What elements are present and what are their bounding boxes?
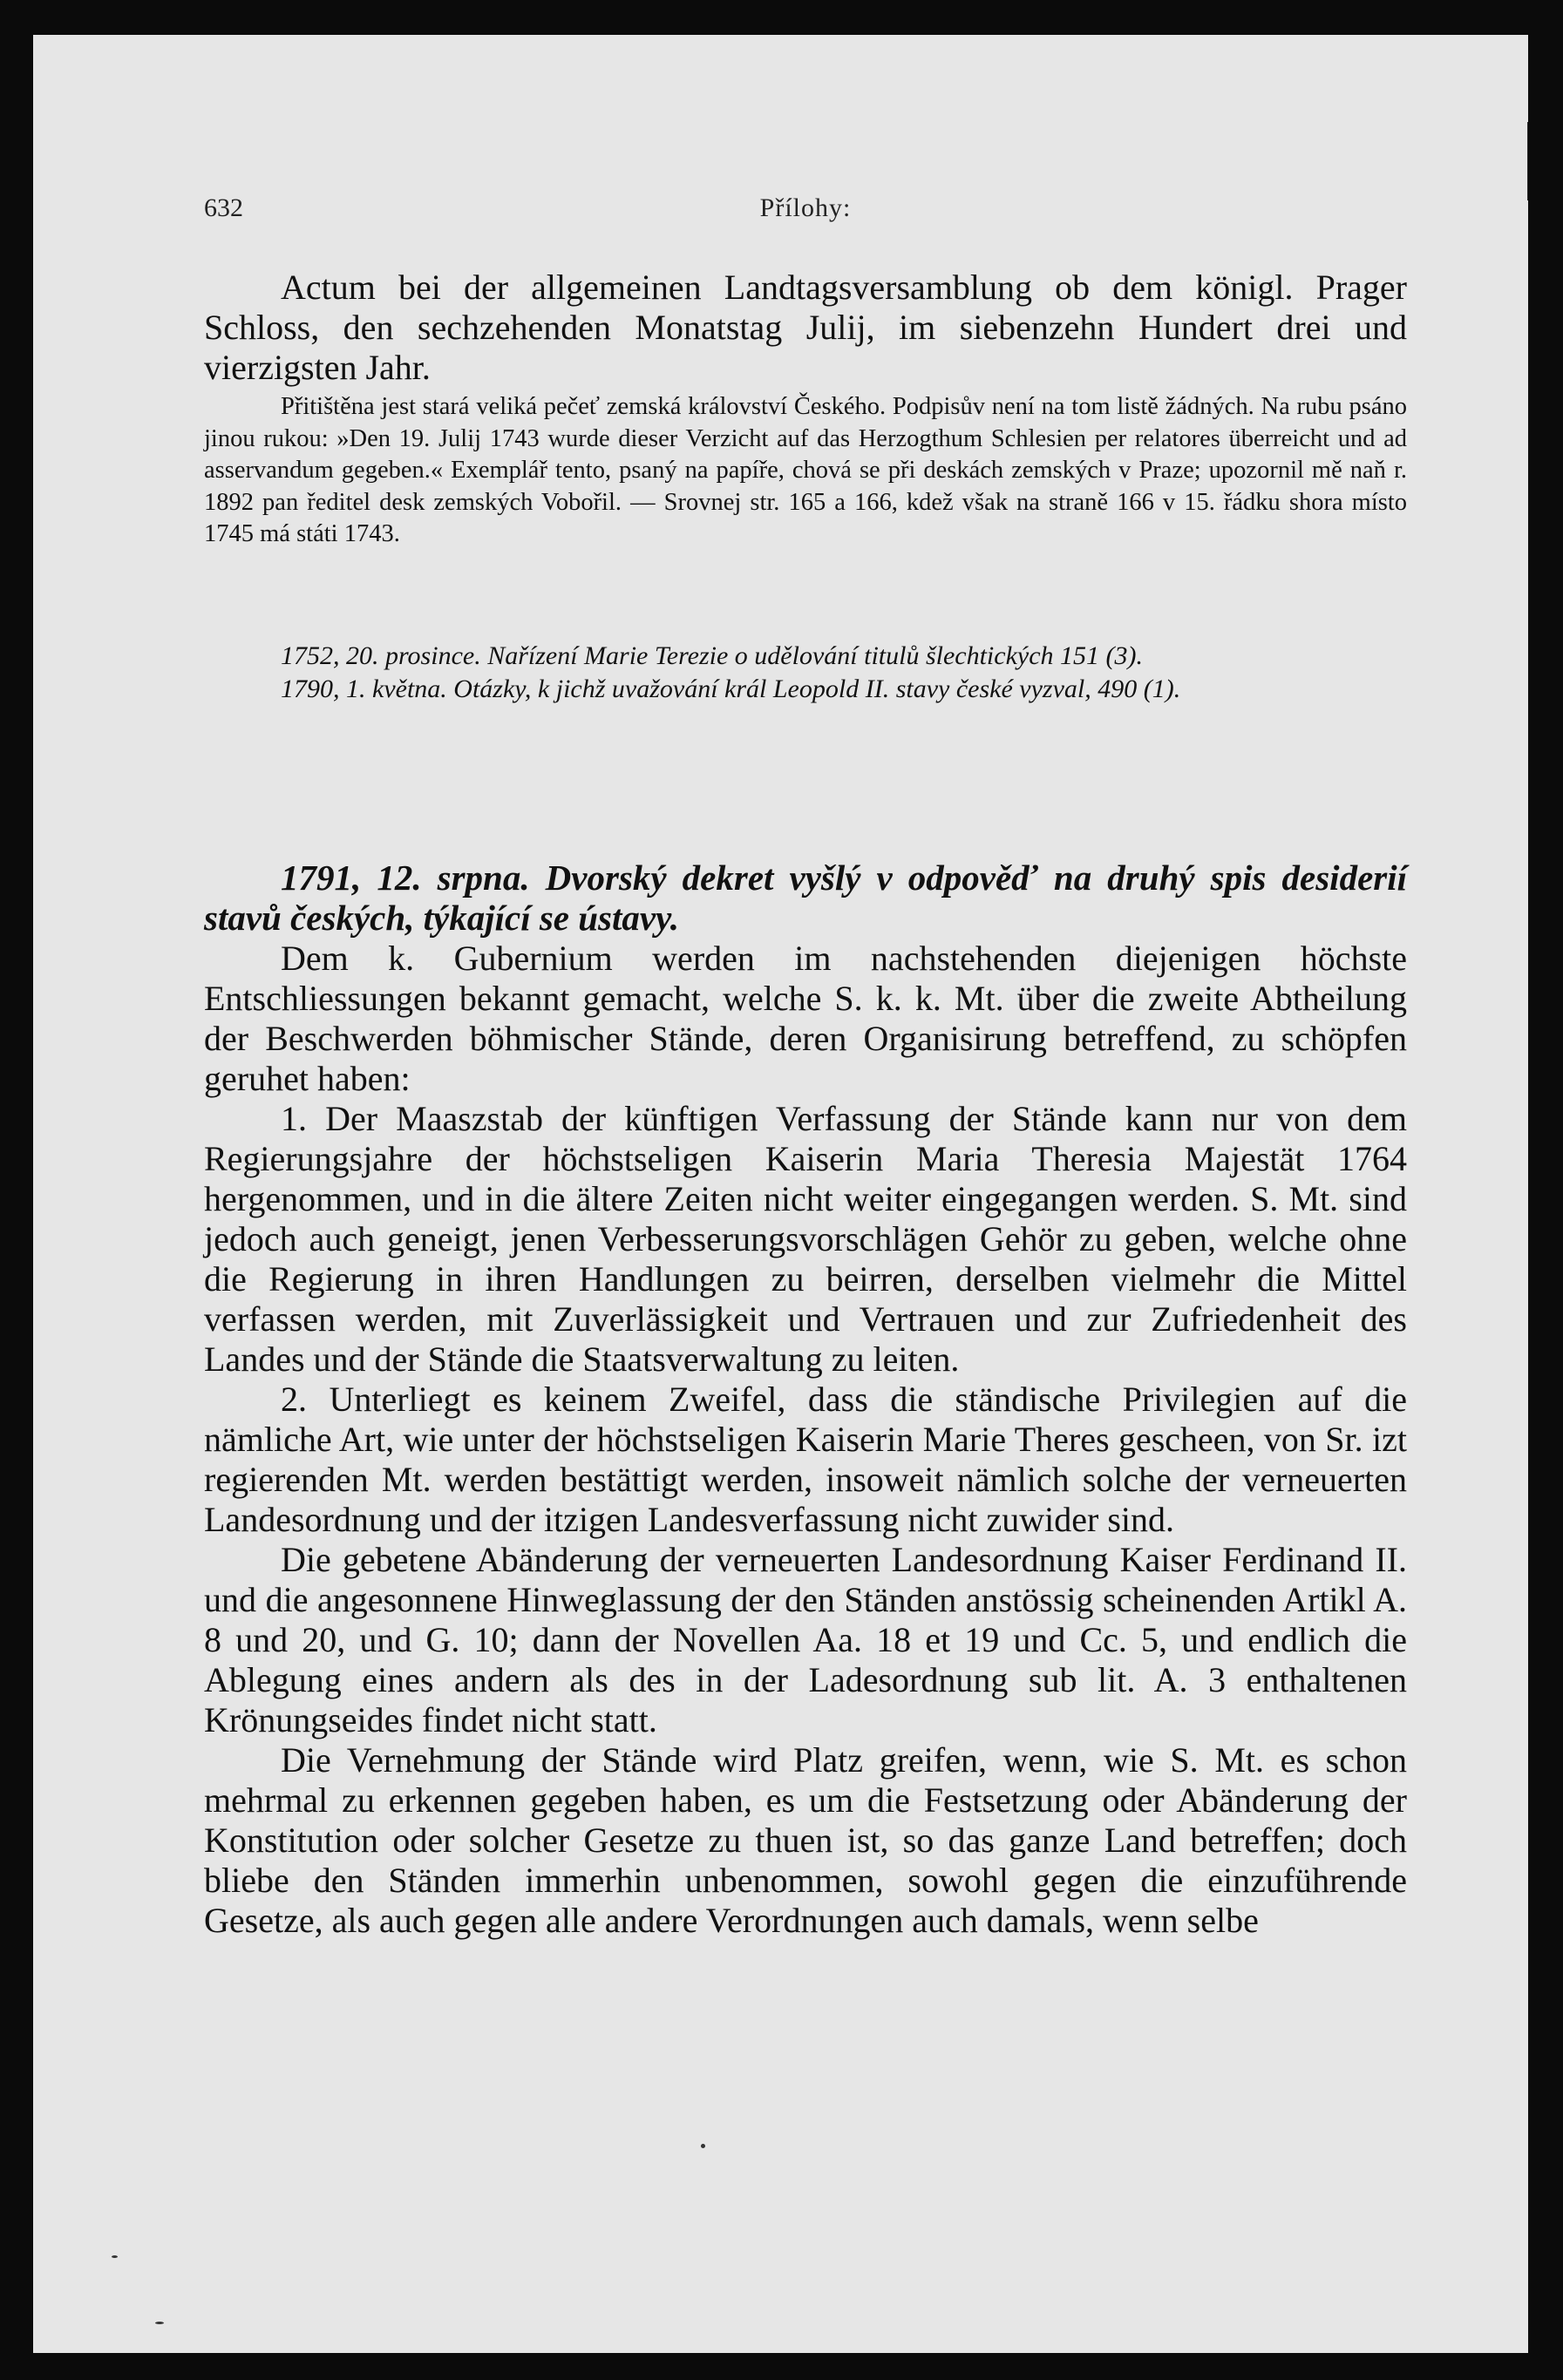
editor-note-text: Přitištěna jest stará veliká pečeť zemská království Českého. Podpisův není na tom listě žádných. Na rubu psáno jinou rukou: »Den 19. Julij 1743 wurde dieser Verzicht auf das Herzogthum Schlesien per relatores überreicht und ad asservandum gegeben.« Exemplář tento, psaný na papíře, chová se při deskách zemských v Praze; upozornil mě naň r. 1892 pan ředitel desk zemských Vobořil. — Srovnej str. 165 a 166, kdež však na straně 166 v 15. řádku shora místo 1745 má státi 1743. bbox=[204, 393, 1407, 547]
scan-speck bbox=[701, 2144, 705, 2148]
decree-paragraph-2: 2. Unterliegt es keinem Zweifel, dass die ständische Privilegien auf die nämliche Art, wie unter der höchstseligen Kaiserin Marie Theres gescheen, von Sr. izt regierenden Mt. werden bestättigt werden, insoweit nämlich solche der verneuerten Landesordnung und der itzigen Landesverfassung nicht zuwider sind. bbox=[204, 1380, 1407, 1539]
page-number: 632 bbox=[204, 193, 243, 222]
page-header bbox=[204, 193, 1407, 228]
citation-1790: 1790, 1. května. Otázky, k jichž uvažování král Leopold II. stavy české vyzval, 490 (1). bbox=[281, 675, 1181, 703]
decree-paragraph-4: Die Vernehmung der Stände wird Platz greifen, wenn, wie S. Mt. es schon mehrmal zu erkennen gegeben haben, es um die Festsetzung oder Abänderung der Konstitution oder solcher Gesetze zu thuen ist, so das ganze Land betreffen; doch bliebe den Ständen immerhin unbenommen, sowohl gegen die einzuführende Gesetze, als auch gegen alle andere Verordnungen auch damals, wenn selbe bbox=[204, 1740, 1407, 1940]
scan-speck bbox=[155, 2322, 164, 2324]
scan-edge-line bbox=[1527, 122, 1528, 200]
editor-note bbox=[204, 391, 1407, 551]
document-page bbox=[33, 35, 1528, 2353]
section-heading-text: 1791, 12. srpna. Dvorský dekret vyšlý v odpověď na druhý spis desiderií stavů českých, týkající se ústavy. bbox=[204, 858, 1407, 938]
decree-paragraph-1: 1. Der Maaszstab der künftigen Verfassung der Stände kann nur von dem Regierungsjahre der höchstseligen Kaiserin Maria Theresia Majestät 1764 hergenommen, und in die ältere Zeiten nicht weiter eingegangen werden. S. Mt. sind jedoch auch geneigt, jenen Verbesserungsvorschlägen Gehör zu geben, welche ohne die Regierung in ihren Handlungen zu beirren, derselben vielmehr die Mittel verfassen werden, mit Zuverlässigkeit und Vertrauen und zur Zufriedenheit des Landes und der Stände die Staatsverwaltung zu leiten. bbox=[204, 1099, 1407, 1379]
citation-list bbox=[204, 640, 1407, 706]
decree-paragraph-intro: Dem k. Gubernium werden im nachstehenden diejenigen höchste Entschliessungen bekannt gemacht, welche S. k. k. Mt. über die zweite Abtheilung der Beschwerden böhmischer Stände, deren Organisirung betreffend, zu schöpfen geruhet haben: bbox=[204, 939, 1407, 1098]
actum-paragraph bbox=[204, 268, 1407, 388]
running-title: Přílohy: bbox=[759, 193, 852, 222]
actum-text: Actum bei der allgemeinen Landtagsversamblung ob dem königl. Prager Schloss, den sechzehenden Monatstag Julij, im siebenzehn Hundert drei und vierzigsten Jahr. bbox=[204, 268, 1407, 387]
decree-paragraph-3: Die gebetene Abänderung der verneuerten Landesordnung Kaiser Ferdinand II. und die angesonnene Hinweglassung der den Ständen anstössig scheinenden Artikl A. 8 und 20, und G. 10; dann der Novellen Aa. 18 et 19 und Cc. 5, und endlich die Ablegung eines andern als des in der Ladesordnung sub lit. A. 3 enthaltenen Krönungseides findet nicht statt. bbox=[204, 1540, 1407, 1739]
citation-1752: 1752, 20. prosince. Nařízení Marie Terezie o udělování titulů šlechtických 151 (3). bbox=[281, 641, 1144, 670]
scan-speck bbox=[112, 2255, 118, 2258]
section-heading bbox=[204, 858, 1407, 938]
decree-body bbox=[204, 939, 1407, 1941]
